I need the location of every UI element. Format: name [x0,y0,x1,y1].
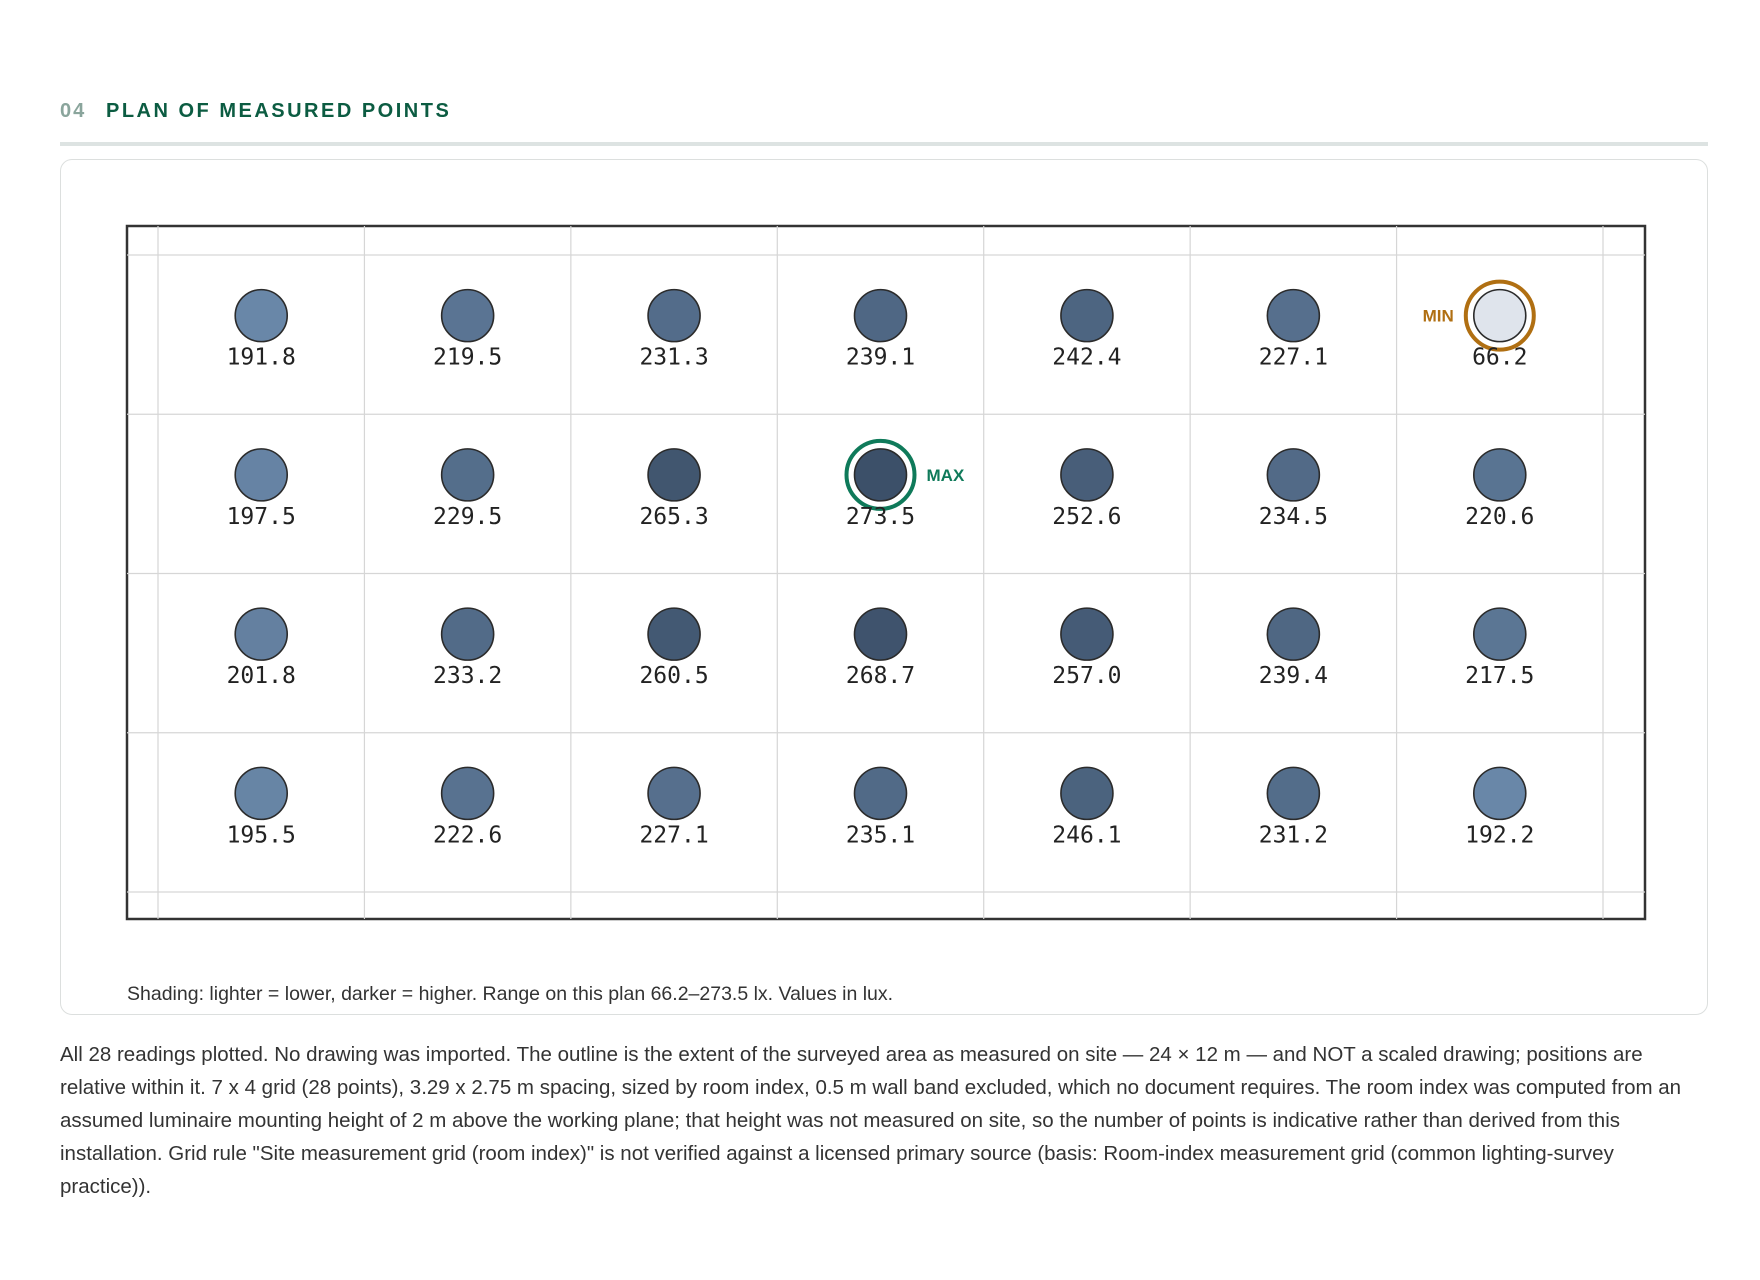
reading-label: 260.5 [639,663,709,690]
reading-label: 219.5 [433,344,503,371]
reading-label: 246.1 [1052,822,1122,849]
measured-point [235,767,287,819]
reading-label: 257.0 [1052,663,1122,690]
reading-label: 252.6 [1052,503,1122,530]
measured-point [1267,767,1319,819]
measured-point [1061,290,1113,342]
reading-label: 217.5 [1465,663,1535,690]
measured-point [1474,767,1526,819]
measured-point [1061,608,1113,660]
measured-point [1061,449,1113,501]
section-title: PLAN OF MEASURED POINTS [106,100,452,122]
reading-label: 227.1 [1258,344,1328,371]
reading-label: 229.5 [433,503,503,530]
reading-label: 201.8 [226,663,296,690]
reading-label: 239.4 [1258,663,1328,690]
reading-label: 191.8 [226,344,296,371]
reading-label: 227.1 [639,822,709,849]
measured-point [442,767,494,819]
measured-point [855,290,907,342]
reading-label: 192.2 [1465,822,1535,849]
reading-label: 273.5 [845,503,916,530]
reading-label: 242.4 [1052,344,1122,371]
measured-point [235,449,287,501]
reading-label: 197.5 [226,503,296,530]
section-number: 04 [60,100,87,122]
measured-point [442,290,494,342]
measured-point [442,449,494,501]
measured-point [1061,767,1113,819]
measured-point [442,608,494,660]
reading-label: 222.6 [433,822,503,849]
reading-label: 239.1 [845,344,916,371]
reading-label: 235.1 [845,822,916,849]
measurement-plan [61,160,1707,1014]
plan-footnote: All 28 readings plotted. No drawing was imported. The outline is the extent of the surveyed area as measured on site — 24 × 12 m — and NOT a scaled drawing; positions are relative within it. 7 x 4 grid (28 points), 3.29 x 2.75 m spacing, sized by room index, 0.5 m wall band excluded, which no document requires. The room index was computed from an assumed luminaire mounting height of 2 m above the working plane; that height was not measured on site, so the number of points is indicative rather than derived from this installation. Grid rule "Site measurement grid (room index)" is not verified against a licensed primary source (basis: Room-index measurement grid (common lighting-survey practice)). [60,1043,1682,1198]
measured-point [648,608,700,660]
measured-point [855,449,907,501]
measured-point [1267,290,1319,342]
measured-point [648,449,700,501]
measured-point [648,767,700,819]
reading-label: 195.5 [226,822,296,849]
measured-point [648,290,700,342]
reading-label: 268.7 [845,663,916,690]
measured-point [1474,608,1526,660]
measured-point [855,767,907,819]
reading-label: 231.2 [1258,822,1328,849]
reading-label: 265.3 [639,503,709,530]
reading-label: 231.3 [639,344,709,371]
measured-point [855,608,907,660]
reading-label: 234.5 [1258,503,1328,530]
measured-point [1474,449,1526,501]
measured-point [235,290,287,342]
reading-label: 220.6 [1465,503,1535,530]
section-header [60,100,1708,146]
measured-point [1267,608,1319,660]
max-marker-label: MAX [926,465,965,485]
reading-label: 233.2 [433,663,503,690]
plan-card [60,159,1708,1015]
measured-point [1267,449,1319,501]
shading-legend-note: Shading: lighter = lower, darker = higher. Range on this plan 66.2–273.5 lx. Values in lux. [127,983,894,1005]
min-marker-label: MIN [1422,306,1454,326]
measured-point [235,608,287,660]
measured-point [1474,290,1526,342]
reading-label: 66.2 [1472,344,1528,371]
